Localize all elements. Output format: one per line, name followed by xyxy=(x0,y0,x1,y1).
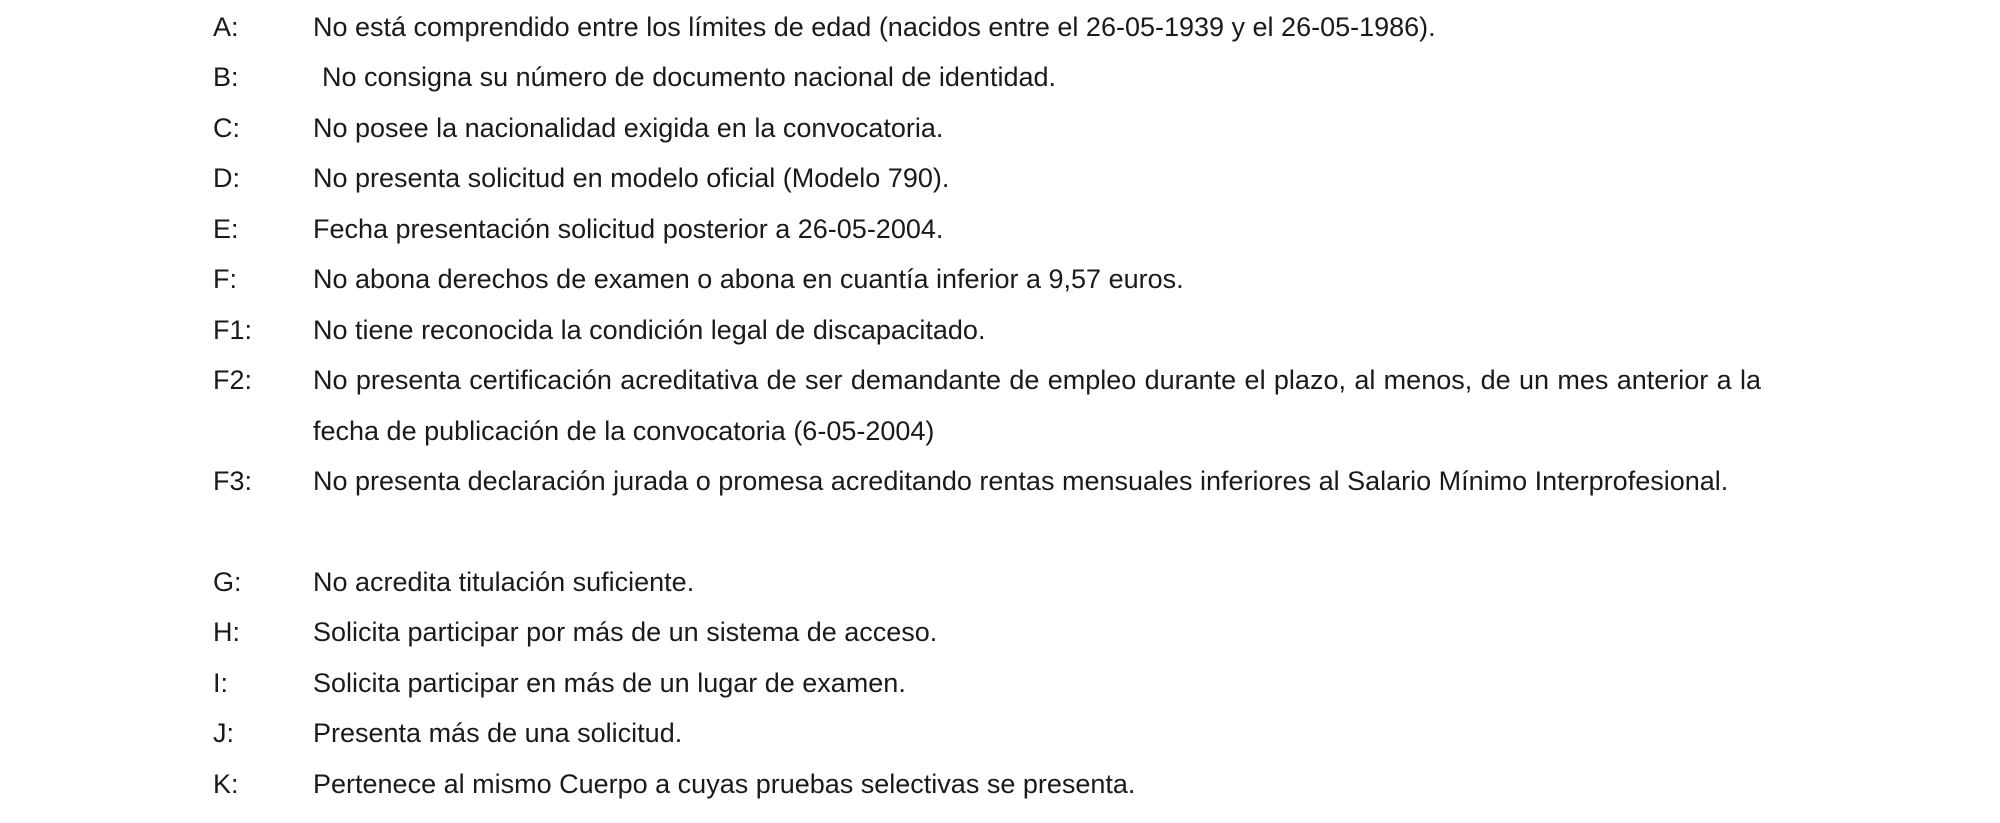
item-description: Presenta más de una solicitud. xyxy=(313,718,683,748)
item-description: No tiene reconocida la condición legal de discapacitado. xyxy=(313,315,986,345)
item-description: Pertenece al mismo Cuerpo a cuyas pruebas selectivas se presenta. xyxy=(313,769,1136,799)
item-description: Solicita participar en más de un lugar de examen. xyxy=(313,668,906,698)
item-description: No consigna su número de documento nacional de identidad. xyxy=(322,62,1056,92)
item-description: No está comprendido entre los límites de edad (nacidos entre el 26-05-1939 y el 26-05-1986). xyxy=(313,12,1436,42)
item-code: C: xyxy=(213,113,240,143)
item-code: F: xyxy=(213,264,237,294)
item-code: H: xyxy=(213,617,240,647)
item-description: Solicita participar por más de un sistema de acceso. xyxy=(313,617,938,647)
item-code: I: xyxy=(213,668,229,698)
item-description: Fecha presentación solicitud posterior a 26-05-2004. xyxy=(313,214,944,244)
item-code: G: xyxy=(213,567,242,597)
item-code: K: xyxy=(213,769,239,799)
item-code: B: xyxy=(213,62,239,92)
item-code: F3: xyxy=(213,466,253,496)
item-code: J: xyxy=(213,718,235,748)
item-description: No posee la nacionalidad exigida en la convocatoria. xyxy=(313,113,944,143)
item-code: F2: xyxy=(213,365,253,395)
item-description: No presenta solicitud en modelo oficial (Modelo 790). xyxy=(313,163,950,193)
item-description: No presenta declaración jurada o promesa acreditando rentas mensuales inferiores al Salario Mínimo Interprofesional. xyxy=(313,466,1729,496)
item-code: A: xyxy=(213,12,239,42)
item-code: F1: xyxy=(213,315,253,345)
item-code: D: xyxy=(213,163,240,193)
item-description: No acredita titulación suficiente. xyxy=(313,567,695,597)
item-code: E: xyxy=(213,214,239,244)
item-description: No abona derechos de examen o abona en cuantía inferior a 9,57 euros. xyxy=(313,264,1184,294)
item-description: No presenta certificación acreditativa de ser demandante de empleo durante el plazo, al menos, de un mes anterior a la fecha de publicación de la convocatoria (6-05-2004) xyxy=(313,365,1761,446)
